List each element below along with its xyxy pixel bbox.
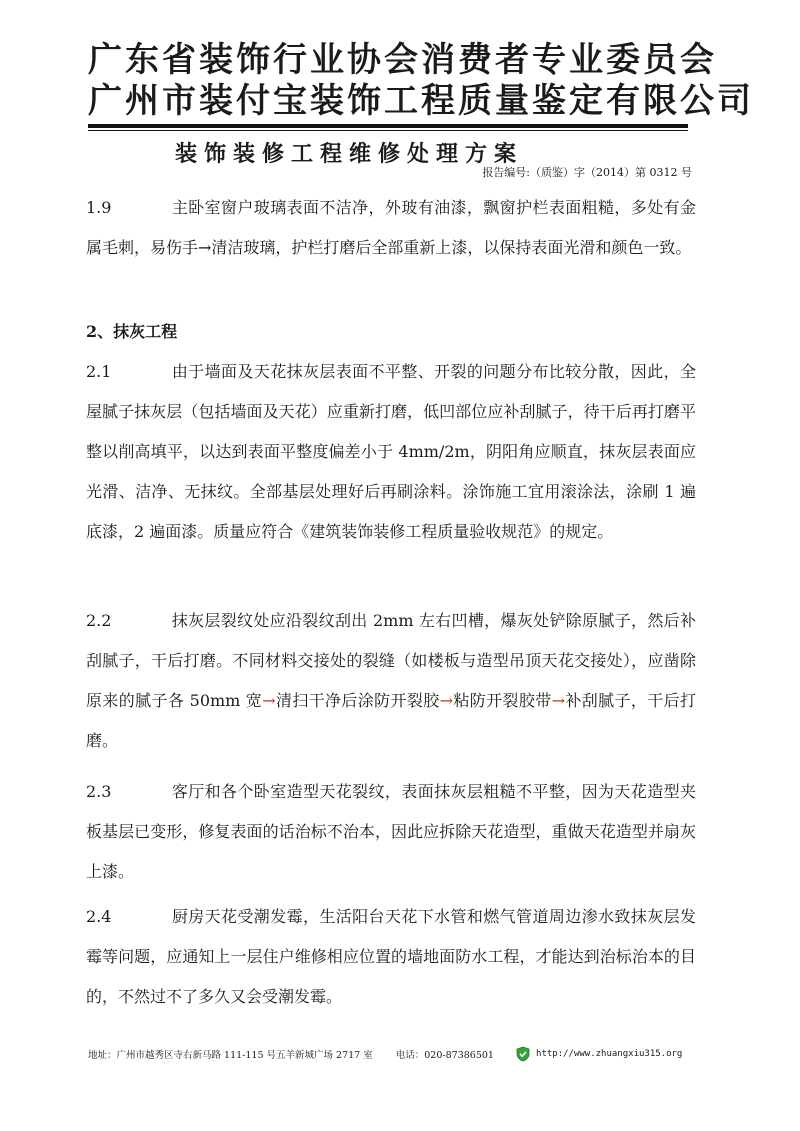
arrow-icon: →	[439, 691, 454, 710]
paragraph-text: 补刮腻子，干后打磨。	[86, 691, 696, 750]
footer-address: 地址：广州市越秀区寺右新马路 111-115 号五羊新城广场 2717 室	[88, 1050, 373, 1061]
paragraph-text: 厨房天花受潮发霉，生活阳台天花下水管和燃气管道周边渗水致抹灰层发霉等问题，应通知上一层住户维修相应位置的墙地面防水工程，才能达到治标治本的目的，不然过不了多久又会受潮发霉。	[86, 907, 696, 1006]
arrow-icon: →	[198, 238, 212, 257]
shield-check-icon	[515, 1046, 531, 1062]
paragraph-1-9	[86, 188, 696, 268]
header-rule-thick	[88, 124, 688, 128]
section-heading-plastering: 2、抹灰工程	[86, 322, 178, 341]
org-name-line-1: 广东省装饰行业协会消费者专业委员会	[88, 40, 717, 80]
footer-phone: 电话：020-87386501	[395, 1050, 494, 1061]
item-number: 2.4	[86, 907, 112, 926]
paragraph-text: 清洁玻璃，护栏打磨后全部重新上漆，以保持表面光滑和颜色一致。	[211, 238, 692, 257]
item-number: 1.9	[86, 198, 112, 217]
header-rule-thin	[88, 130, 688, 131]
paragraph-2-4	[86, 897, 696, 1017]
paragraph-2-1	[86, 352, 696, 552]
item-number: 2.3	[86, 782, 112, 801]
paragraph-text: 抹灰层裂纹处应沿裂纹刮出 2mm 左右凹槽，爆灰处铲除原腻子，然后补刮腻子，干后打磨。不同材料交接处的裂缝（如楼板与造型吊顶天花交接处），应凿除原来的腻子各 50mm 宽	[86, 611, 696, 710]
document-title: 装饰装修工程维修处理方案	[175, 141, 524, 167]
paragraph-2-2	[86, 601, 696, 761]
page-footer	[88, 1046, 688, 1062]
paragraph-text: 主卧室窗户玻璃表面不洁净，外玻有油漆，飘窗护栏表面粗糙，多处有金属毛刺，易伤手	[86, 198, 696, 257]
paragraph-2-3	[86, 772, 696, 892]
org-name-line-2: 广州市装付宝装饰工程质量鉴定有限公司	[88, 81, 754, 121]
paragraph-text: 客厅和各个卧室造型天花裂纹，表面抹灰层粗糙不平整，因为天花造型夹板基层已变形，修复表面的话治标不治本，因此应拆除天花造型，重做天花造型并扇灰上漆。	[86, 782, 696, 881]
footer-url[interactable]: http://www.zhuangxiu315.org	[536, 1049, 683, 1059]
arrow-icon: →	[551, 691, 566, 710]
item-number: 2.1	[86, 362, 112, 381]
item-number: 2.2	[86, 611, 112, 630]
paragraph-text: 粘防开裂胶带	[453, 691, 552, 710]
arrow-icon: →	[262, 691, 276, 710]
report-number: 报告编号:（质鉴）字（2014）第 0312 号	[482, 166, 692, 179]
paragraph-text: 由于墙面及天花抹灰层表面不平整、开裂的问题分布比较分散，因此，全屋腻子抹灰层（包括墙面及天花）应重新打磨，低凹部位应补刮腻子，待干后再打磨平整以削高填平，以达到表面平整度偏差小于 4mm/2m，阴阳角应顺直，抹灰层表面应光滑、洁净、无抹纹。全部基层处理好后再刷涂料。涂饰施工宜用滚涂法，涂刷 1 遍底漆，2 遍面漆。质量应符合《建筑装饰装修工程质量验收规范》的规定。	[86, 362, 696, 541]
paragraph-text: 清扫干净后涂防开裂胶	[275, 691, 440, 710]
